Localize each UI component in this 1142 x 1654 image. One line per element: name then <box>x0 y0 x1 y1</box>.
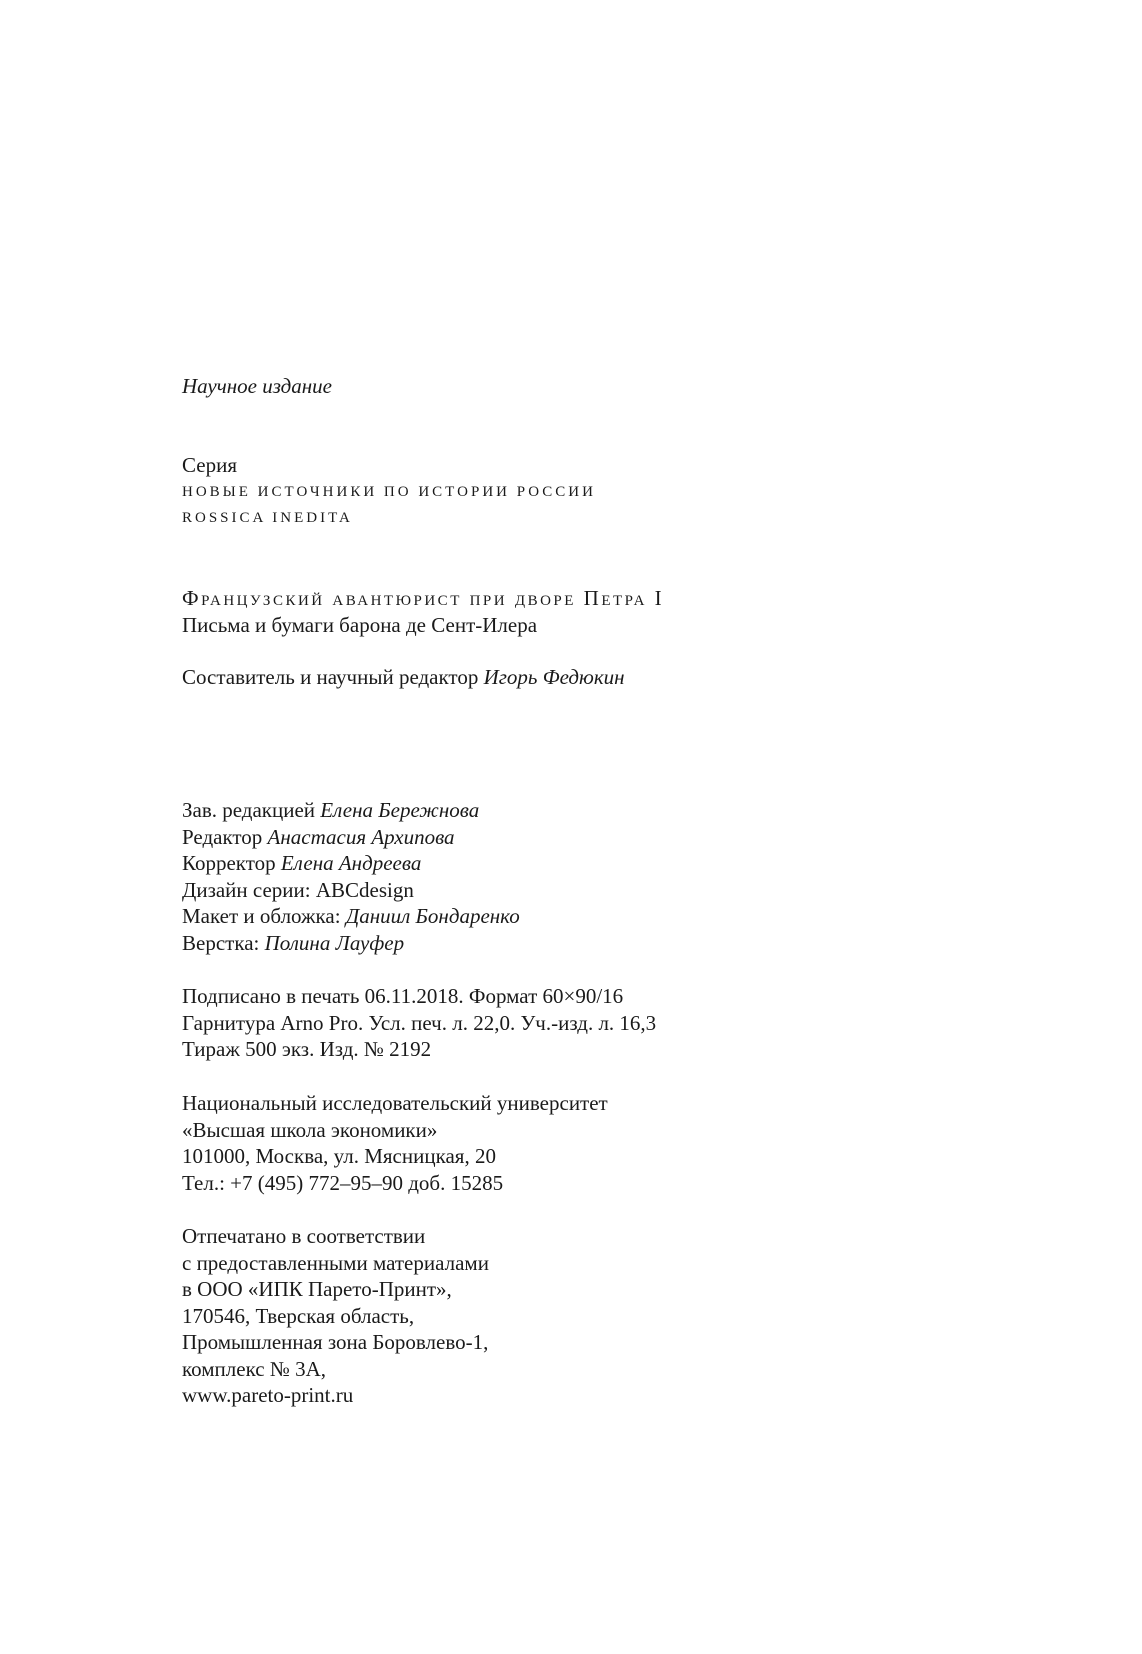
series-block <box>182 452 1062 532</box>
credit-name: Елена Андреева <box>280 851 422 875</box>
series-name: НОВЫЕ ИСТОЧНИКИ ПО ИСТОРИИ РОССИИ <box>182 483 596 500</box>
book-title: Французский авантюрист при дворе Петра I <box>182 586 665 610</box>
printer-line: комплекс № 3А, <box>182 1356 327 1381</box>
publisher-line: Национальный исследовательский университет <box>182 1091 608 1115</box>
credits-block <box>182 797 1062 956</box>
book-subtitle: Письма и бумаги барона де Сент-Илера <box>182 612 538 637</box>
series-label: Серия <box>182 453 237 477</box>
printer-line: Отпечатано в соответствии <box>182 1224 426 1248</box>
credit-name: Елена Бережнова <box>320 798 480 822</box>
credit-line <box>182 930 1062 957</box>
credit-role: Верстка: <box>182 930 260 955</box>
print-info-line: Гарнитура Arno Pro. Усл. печ. л. 22,0. Уч.-изд. л. 16,3 <box>182 1010 657 1035</box>
credit-line <box>182 824 1062 851</box>
compiler-block <box>182 664 1062 691</box>
credit-role: Корректор <box>182 851 276 875</box>
printer-line: Промышленная зона Боровлево-1, <box>182 1330 489 1354</box>
genre-block <box>182 373 1062 400</box>
credit-role: Макет и обложка: <box>182 904 341 928</box>
credit-role: Дизайн серии: <box>182 877 311 902</box>
compiler-name: Игорь Федюкин <box>483 665 625 689</box>
print-info-line: Тираж 500 экз. Изд. № 2192 <box>182 1037 432 1061</box>
credit-line <box>182 877 1062 904</box>
publisher-line: 101000, Москва, ул. Мясницкая, 20 <box>182 1144 496 1168</box>
printer-line: с предоставленными материалами <box>182 1250 489 1275</box>
printer-line: в ООО «ИПК Парето-Принт», <box>182 1277 452 1301</box>
printer-block <box>182 1223 1062 1409</box>
credit-name: Даниил Бондаренко <box>345 904 520 928</box>
printer-website: www.pareto-print.ru <box>182 1383 354 1407</box>
credit-name: ABCdesign <box>315 877 414 902</box>
credit-role: Редактор <box>182 824 263 849</box>
credit-line <box>182 850 1062 877</box>
print-info-block <box>182 983 1062 1063</box>
credit-name: Анастасия Архипова <box>267 824 455 849</box>
genre-label: Научное издание <box>182 374 332 398</box>
credit-name: Полина Лауфер <box>264 930 405 955</box>
print-info-line: Подписано в печать 06.11.2018. Формат 60×90/16 <box>182 984 624 1008</box>
printer-line: 170546, Тверская область, <box>182 1303 415 1328</box>
publisher-block <box>182 1090 1062 1196</box>
credit-line <box>182 903 1062 930</box>
compiler-line <box>182 664 1062 691</box>
book-title-block <box>182 585 1062 638</box>
publisher-line: Тел.: +7 (495) 772–95–90 доб. 15285 <box>182 1170 504 1195</box>
credit-line <box>182 797 1062 824</box>
compiler-role: Составитель и научный редактор <box>182 665 479 689</box>
credit-role: Зав. редакцией <box>182 798 316 822</box>
series-latin-name: ROSSICA INEDITA <box>182 510 353 526</box>
publisher-line: «Высшая школа экономики» <box>182 1117 438 1142</box>
